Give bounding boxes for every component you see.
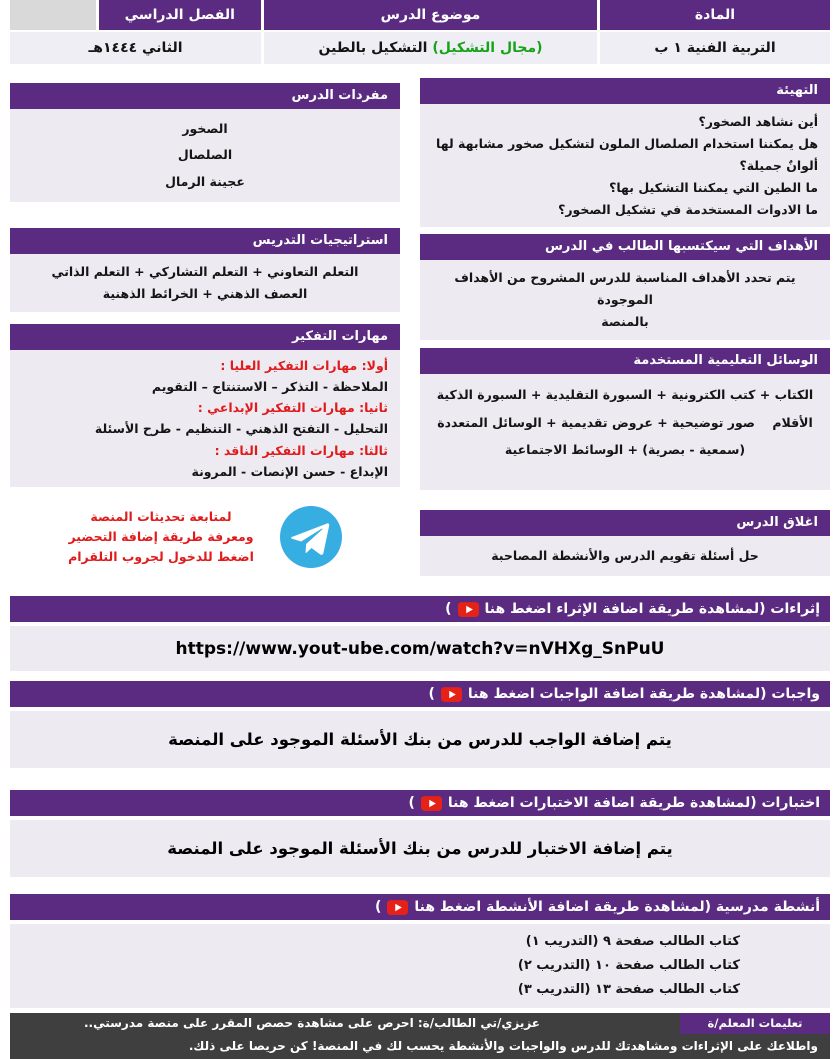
topic-header: موضوع الدرس [264, 0, 597, 30]
text-line: الكتاب + كتب الكترونية + السبورة التقليدية + السبورة الذكية [436, 387, 814, 402]
right-column [420, 78, 830, 577]
section-objectives [420, 234, 830, 340]
footer [10, 1013, 830, 1059]
section-vocabulary-body [10, 109, 400, 202]
section-tahyia [420, 78, 830, 227]
section-closure-body [420, 536, 830, 576]
section-strategies-title: استراتيجيات التدريس [10, 228, 400, 254]
text-line: حل أسئلة تقويم الدرس والأنشطة المصاحبة [491, 548, 759, 564]
header-table [10, 0, 830, 64]
left-column [10, 78, 400, 577]
main-columns [10, 78, 830, 577]
section-closure-title: اغلاق الدرس [420, 510, 830, 536]
section-school-activities-title: أنشطة مدرسية (لمشاهدة طريقة اضافة الأنشطة اضغط هنا [414, 899, 820, 915]
text-line: التعلم التعاوني + التعلم التشاركي + التعلم الذاتي [51, 263, 359, 279]
section-school-activities-body [10, 924, 830, 1008]
youtube-icon[interactable] [441, 687, 462, 702]
section-thinking-skills [10, 324, 400, 488]
section-enrichments [10, 596, 830, 671]
section-homework-body [10, 711, 830, 768]
section-vocabulary [10, 83, 400, 202]
text-line: عجينة الرمال [165, 173, 245, 189]
section-strategies [10, 228, 400, 312]
activity-line: كتاب الطالب صفحة ١٣ (التدريب ٣) [517, 982, 740, 998]
section-school-activities [10, 894, 830, 1008]
footer-line-2-bar [10, 1034, 830, 1059]
section-tests [10, 790, 830, 877]
section-teaching-aids-body [420, 374, 830, 490]
homework-note: يتم إضافة الواجب للدرس من بنك الأسئلة الموجود على المنصة [168, 730, 672, 749]
empty-gray-cell [10, 0, 96, 30]
text-line: ما الطين التي يمكننا التشكيل بها؟ [609, 179, 818, 195]
youtube-icon[interactable] [387, 900, 408, 915]
footer-line-1: عزيزي/تي الطالب/ة: احرص على مشاهدة حصص المقرر على منصة مدرستي.. [83, 1016, 540, 1031]
section-tests-title: اختبارات (لمشاهدة طريقة اضافة الاختبارات اضغط هنا [447, 795, 820, 811]
topic-value-lesson: التشكيل بالطين [318, 40, 428, 56]
footer-row-1 [10, 1013, 830, 1034]
semester-value: الثاني ١٤٤٤هـ [10, 32, 261, 64]
semester-header: الفصل الدراسي [99, 0, 261, 30]
subject-value: التربية الفنية ١ ب [600, 32, 830, 64]
topic-value [264, 32, 597, 64]
section-enrichments-body [10, 626, 830, 671]
subject-column [600, 0, 830, 64]
text-line: بالمنصة [601, 314, 649, 330]
section-tests-header[interactable] [10, 790, 830, 816]
text-line: لمتابعة تحديثات المنصة [90, 509, 232, 524]
section-closure [420, 510, 830, 576]
section-tests-title-close: ) [408, 795, 415, 811]
text-line: أين نشاهد الصخور؟ [698, 114, 818, 129]
text-line: اضغط للدخول لجروب التلقرام [68, 549, 254, 564]
semester-column [10, 0, 261, 64]
text-line: الإبداع - حسن الإنصات - المرونة [191, 463, 388, 479]
section-homework [10, 681, 830, 768]
activity-line: كتاب الطالب صفحة ٩ (التدريب ١) [525, 934, 740, 949]
section-homework-title-close: ) [428, 686, 435, 702]
semester-header-row [10, 0, 261, 30]
section-homework-header[interactable] [10, 681, 830, 707]
text-line: الأقلام صور توضيحية + عروض تقديمية + الوسائل المتعددة [437, 414, 813, 430]
activity-line: كتاب الطالب صفحة ١٠ (التدريب ٢) [517, 958, 740, 974]
telegram-banner[interactable] [10, 497, 400, 577]
section-enrichments-title: إثراءات (لمشاهدة طريقة اضافة الإثراء اضغط هنا [484, 601, 820, 617]
tests-note: يتم إضافة الاختبار للدرس من بنك الأسئلة الموجود على المنصة [167, 839, 673, 858]
section-objectives-body [420, 260, 830, 340]
text-line: أولا: مهارات التفكير العليا : [220, 357, 388, 373]
section-vocabulary-title: مفردات الدرس [10, 83, 400, 109]
footer-line-2: واطلاعك على الإثراءات ومشاهدتك للدرس والواجبات والأنشطة يحسب لك في المنصة! كن حريصا على ذلك. [188, 1039, 818, 1054]
enrichment-video-link[interactable]: https://www.yout-ube.com/watch?v=nVHXg_SnPuU [175, 638, 665, 659]
section-enrichments-header[interactable] [10, 596, 830, 622]
text-line: يتم تحدد الأهداف المناسبة للدرس المشروح من الأهداف الموجودة [454, 270, 796, 308]
text-line: ما الادوات المستخدمة في تشكيل الصخور؟ [558, 201, 818, 217]
section-thinking-skills-title: مهارات التفكير [10, 324, 400, 350]
section-thinking-skills-body [10, 350, 400, 488]
section-tahyia-title: التهيئة [420, 78, 830, 104]
section-strategies-body [10, 254, 400, 312]
section-homework-title: واجبات (لمشاهدة طريقة اضافة الواجبات اضغط هنا [467, 686, 820, 702]
text-line: هل يمكننا استخدام الصلصال الملون لتشكيل صخور مشابهة لها ألوانٌ جميلة؟ [436, 135, 818, 173]
text-line: الصخور [182, 121, 228, 136]
section-enrichments-title-close: ) [445, 601, 452, 617]
section-school-activities-header[interactable] [10, 894, 830, 920]
topic-value-field: (مجال التشكيل) [432, 40, 543, 56]
section-tests-body [10, 820, 830, 877]
section-objectives-title: الأهداف التي سيكتسبها الطالب في الدرس [420, 234, 830, 260]
youtube-icon[interactable] [421, 796, 442, 811]
text-line: الصلصال [177, 147, 233, 163]
text-line: ومعرفة طريقة إضافة التحضير [68, 529, 254, 544]
text-line: العصف الذهني + الخرائط الذهنية [102, 285, 308, 301]
section-school-activities-title-close: ) [374, 899, 382, 915]
section-teaching-aids-title: الوسائل التعليمية المستخدمة [420, 348, 830, 374]
section-teaching-aids [420, 348, 830, 490]
telegram-icon[interactable] [280, 506, 342, 568]
footer-line-1-bar [10, 1013, 680, 1034]
section-tahyia-body [420, 104, 830, 227]
topic-column [264, 0, 597, 64]
text-line: الملاحظة - التذكر – الاستنتاج – التقويم [151, 378, 388, 394]
youtube-icon[interactable] [458, 602, 479, 617]
teacher-instructions-tab: تعليمات المعلم/ة [680, 1013, 830, 1034]
text-line: التحليل - التفتح الذهني - التنظيم - طرح الأسئلة [94, 421, 388, 437]
subject-header: المادة [600, 0, 830, 30]
text-line: (سمعية - بصرية) + الوسائط الاجتماعية [504, 442, 746, 457]
telegram-text[interactable] [68, 507, 254, 567]
text-line: ثالثا: مهارات التفكير الناقد : [214, 442, 388, 458]
text-line: ثانيا: مهارات التفكير الإبداعي : [197, 400, 388, 415]
